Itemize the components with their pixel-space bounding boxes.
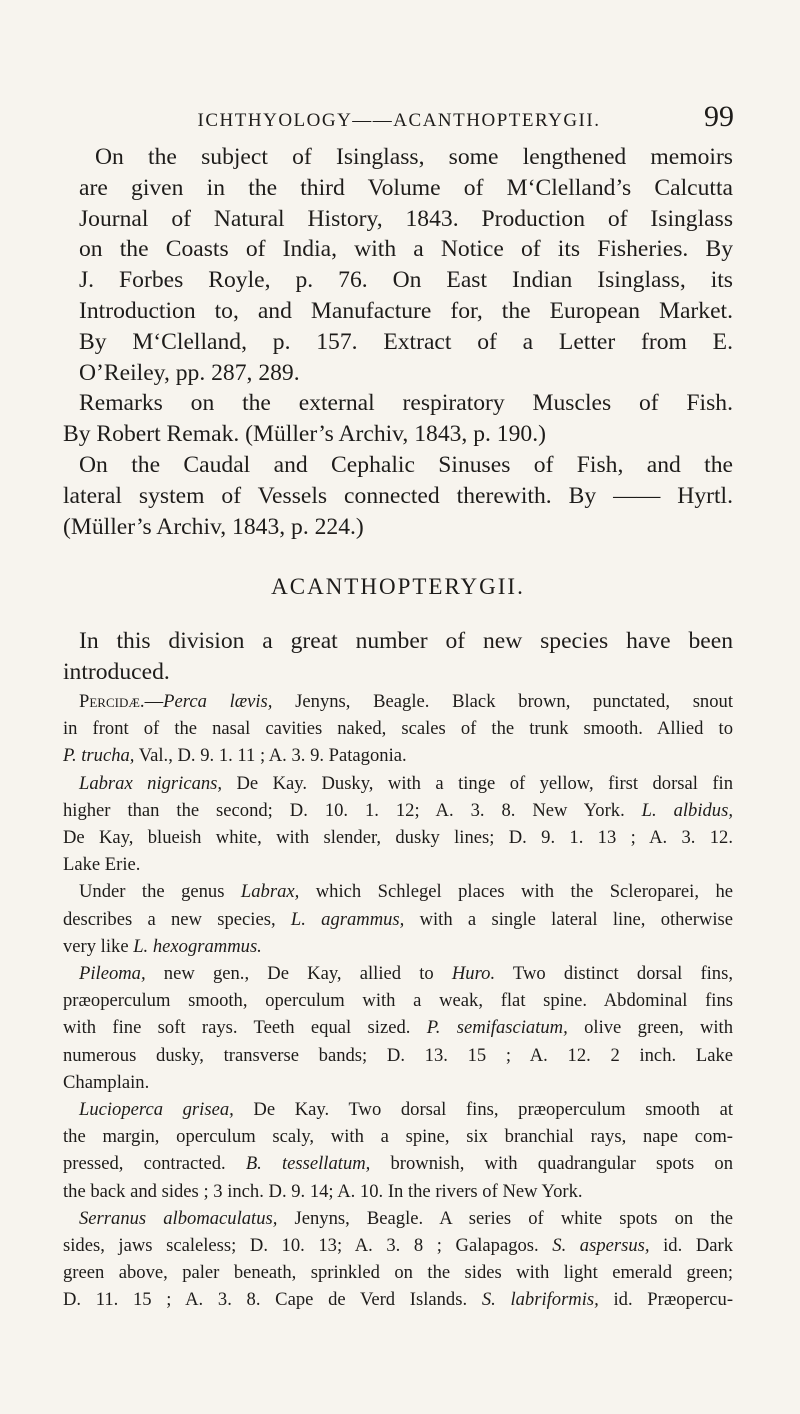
species-name: Perca lævis, — [163, 690, 273, 712]
running-head: ICHTHYOLOGY——ACANTHOPTERYGII. — [197, 110, 601, 131]
text-run: with fine soft rays. Teeth equal sized. — [63, 1017, 427, 1039]
species-name: Pileoma, — [79, 962, 146, 984]
text-run: De Kay. Two dorsal fins, præoperculum smooth at — [233, 1099, 734, 1120]
text-line: De Kay, blueish white, with slender, dusky lines; D. 9. 1. 13 ; A. 3. 12. — [63, 826, 733, 848]
text-line — [63, 688, 733, 715]
species-name: S. aspersus, — [552, 1235, 650, 1257]
species-name: L. agrammus, — [290, 908, 405, 930]
text-line: in front of the nasal cavities naked, scales of the trunk smooth. Allied to — [63, 718, 733, 740]
text-line — [63, 878, 733, 905]
text-run: with a single lateral line, otherwise — [404, 908, 733, 930]
text-line: On the subject of Isinglass, some lengthened memoirs — [95, 144, 733, 170]
text-line: Journal of Natural History, 1843. Production of Isinglass — [79, 205, 733, 232]
text-run: id. Dark — [649, 1235, 734, 1257]
text-line: are given in the third Volume of M‘Clelland’s Calcutta — [79, 174, 733, 201]
text-run: very like — [63, 935, 134, 957]
text-line: By M‘Clelland, p. 157. Extract of a Letter from E. — [79, 328, 733, 355]
text-run: id. Præopercu- — [598, 1289, 734, 1311]
text-line — [63, 933, 733, 960]
species-name: L. albidus, — [641, 799, 733, 821]
text-line — [63, 1150, 733, 1177]
text-line: præoperculum smooth, operculum with a weak, flat spine. Abdominal fins — [63, 990, 733, 1012]
paragraph-isinglass — [63, 142, 733, 388]
text-run: which Schlegel places with the Scleroparei, he — [299, 881, 734, 903]
text-run: Jenyns, Beagle. A series of white spots on the — [277, 1207, 734, 1229]
text-line: the margin, operculum scaly, with a spine, six branchial rays, nape com- — [63, 1126, 733, 1148]
species-name: Serranus albomaculatus, — [79, 1207, 278, 1229]
text-line — [63, 797, 733, 824]
text-line: On the Caudal and Cephalic Sinuses of Fish, and the — [79, 451, 733, 478]
text-line — [63, 742, 733, 769]
text-line: numerous dusky, transverse bands; D. 13. 15 ; A. 12. 2 inch. Lake — [63, 1044, 733, 1066]
species-name: L. hexogrammus. — [133, 935, 262, 957]
text-run: Under the genus — [79, 881, 241, 903]
text-line — [63, 770, 733, 797]
text-line — [63, 1205, 733, 1232]
species-name: Labrax, — [240, 881, 300, 903]
text-line: J. Forbes Royle, p. 76. On East Indian Isinglass, its — [79, 267, 733, 294]
text-run: sides, jaws scaleless; D. 10. 13; A. 3. 8 ; Galapagos. — [63, 1235, 553, 1257]
species-name: Labrax nigricans, — [79, 772, 223, 794]
text-line: Remarks on the external respiratory Muscles of Fish. — [79, 390, 733, 417]
page-number: 99 — [704, 100, 734, 133]
text-line: introduced. — [63, 659, 170, 686]
paragraph-sinuses — [63, 450, 733, 542]
section-title: ACANTHOPTERYGII. — [271, 574, 525, 600]
text-line — [63, 1286, 733, 1313]
text-run: describes a new species, — [63, 908, 291, 930]
text-line: on the Coasts of India, with a Notice of its Fisheries. By — [79, 236, 733, 263]
page-header — [64, 100, 734, 144]
text-run: new gen., De Kay, allied to — [145, 962, 452, 984]
text-run: olive green, with — [567, 1017, 733, 1039]
text-line: Champlain. — [63, 1071, 150, 1093]
species-name: Huro. — [451, 962, 496, 984]
text-line — [63, 960, 733, 987]
paragraph-intro — [63, 626, 733, 688]
text-run: pressed, contracted. — [63, 1153, 246, 1175]
text-run: higher than the second; D. 10. 1. 12; A. 3. 8. New York. — [63, 799, 642, 821]
text-line — [63, 1232, 733, 1259]
species-notes — [63, 688, 733, 1314]
text-line: O’Reiley, pp. 287, 289. — [79, 359, 300, 386]
species-name: P. trucha, — [63, 745, 135, 767]
paragraph-remarks — [63, 388, 733, 450]
dash: — — [144, 690, 164, 712]
species-name: B. tessellatum, — [245, 1153, 371, 1175]
text-run: brownish, with quadrangular spots on — [370, 1153, 733, 1175]
text-line: By Robert Remak. (Müller’s Archiv, 1843, p. 190.) — [63, 421, 546, 448]
text-run: Val., D. 9. 1. 11 ; A. 3. 9. Patagonia. — [134, 745, 407, 767]
text-line: Lake Erie. — [63, 854, 141, 876]
text-line: (Müller’s Archiv, 1843, p. 224.) — [63, 513, 364, 540]
text-line: the back and sides ; 3 inch. D. 9. 14; A. 10. In the rivers of New York. — [63, 1180, 583, 1202]
text-line — [63, 1096, 733, 1123]
species-name: Lucioperca grisea, — [79, 1099, 234, 1120]
text-line: green above, paler beneath, sprinkled on the sides with light emerald green; — [63, 1262, 733, 1284]
text-line — [63, 906, 733, 933]
text-run: Two distinct dorsal fins, — [495, 962, 733, 984]
text-line: lateral system of Vessels connected therewith. By —— Hyrtl. — [63, 482, 733, 509]
text-line: In this division a great number of new species have been — [79, 628, 733, 655]
text-line — [63, 1014, 733, 1041]
text-run: Jenyns, Beagle. Black brown, punctated, snout — [272, 690, 733, 712]
family-name: Percidæ. — [79, 690, 145, 712]
text-run: De Kay. Dusky, with a tinge of yellow, first dorsal fin — [222, 772, 734, 794]
text-run: D. 11. 15 ; A. 3. 8. Cape de Verd Islands. — [63, 1289, 482, 1311]
species-name: P. semifasciatum, — [426, 1017, 568, 1039]
species-name: S. labriformis, — [481, 1289, 599, 1311]
page-body — [63, 142, 733, 1314]
text-line: Introduction to, and Manufacture for, the European Market. — [79, 297, 733, 324]
